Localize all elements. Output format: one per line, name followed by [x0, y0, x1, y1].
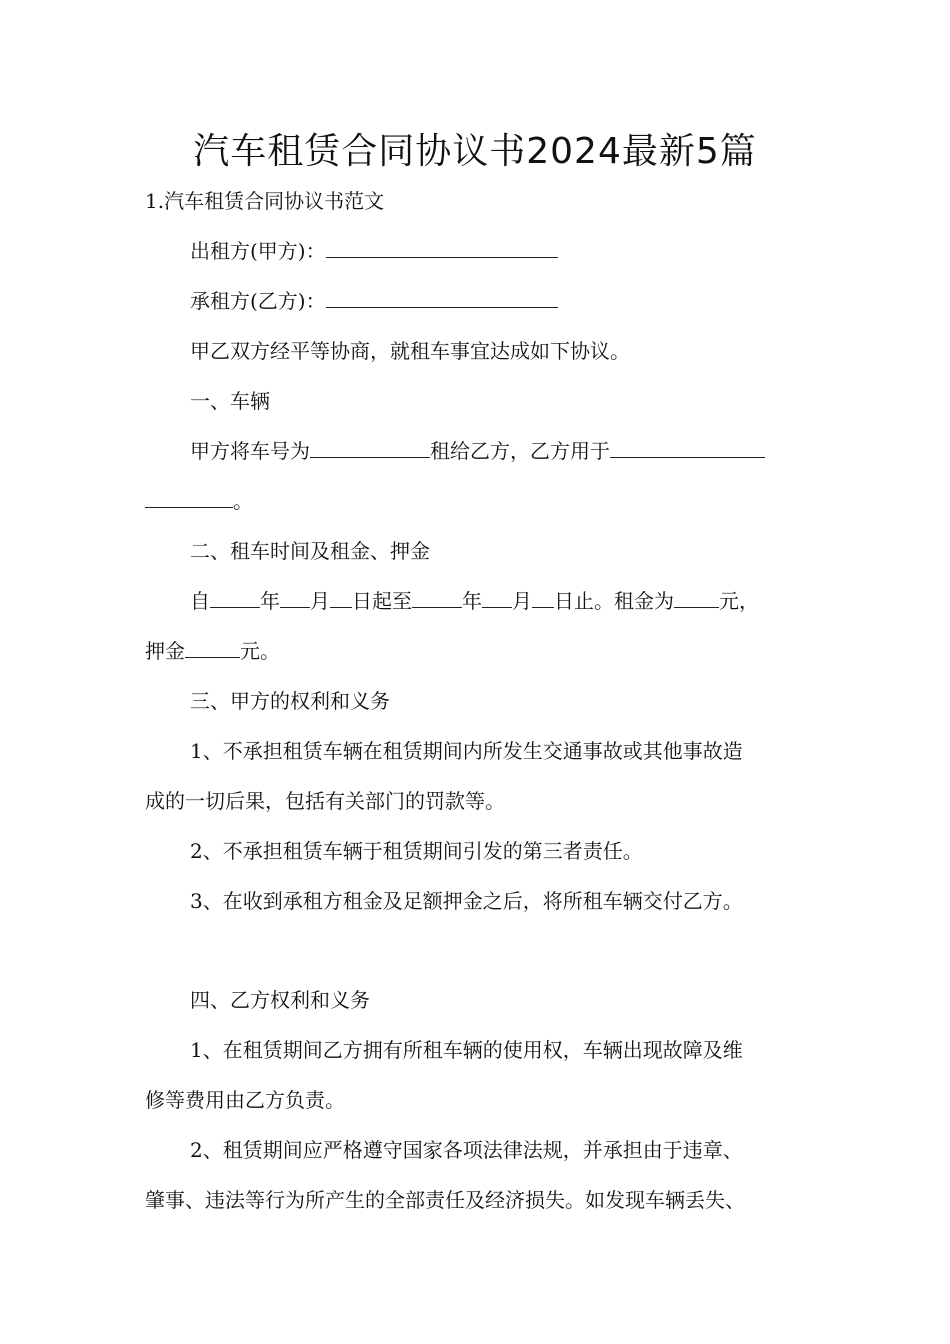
lessor-label: 出租方(甲方)：	[190, 239, 326, 263]
section-2-title: 二、租车时间及租金、押金	[190, 539, 430, 563]
usage-blank	[610, 439, 765, 458]
rent-amount-blank	[674, 589, 719, 608]
end-day-blank	[532, 589, 554, 608]
rental-period-line	[190, 586, 825, 616]
deposit-amount-blank	[185, 639, 240, 658]
vehicle-text-2: 租给乙方，乙方用于	[430, 439, 610, 463]
vehicle-line	[190, 436, 825, 466]
s4-item-1-line-2: 修等费用由乙方负责。	[145, 1088, 345, 1112]
start-year-label: 年	[260, 589, 280, 613]
time-from: 自	[190, 589, 210, 613]
deposit-yuan-label: 元。	[240, 639, 280, 663]
intro-paragraph: 甲乙双方经平等协商，就租车事宜达成如下协议。	[190, 339, 630, 363]
plate-number-blank	[310, 439, 430, 458]
s3-item-1-line-2: 成的一切后果，包括有关部门的罚款等。	[145, 789, 505, 813]
vehicle-end: 。	[233, 489, 253, 513]
end-year-label: 年	[462, 589, 482, 613]
section-3-title: 三、甲方的权利和义务	[190, 689, 390, 713]
usage-blank-continued	[145, 489, 233, 508]
day-from-label: 日起至	[352, 589, 412, 613]
s4-item-2-line-2: 肇事、违法等行为所产生的全部责任及经济损失。如发现车辆丢失、	[145, 1188, 745, 1212]
deposit-line	[145, 636, 825, 666]
s3-item-2: 2、不承担租赁车辆于租赁期间引发的第三者责任。	[190, 839, 643, 863]
start-year-blank	[210, 589, 260, 608]
day-to-label: 日止。租金为	[554, 589, 674, 613]
start-day-blank	[330, 589, 352, 608]
deposit-label: 押金	[145, 639, 185, 663]
document-title: 汽车租赁合同协议书2024最新5篇	[193, 131, 757, 172]
s3-item-1-line-1: 1、不承担租赁车辆在租赁期间内所发生交通事故或其他事故造	[190, 739, 743, 763]
section-4-title: 四、乙方权利和义务	[190, 988, 370, 1012]
end-month-blank	[482, 589, 512, 608]
end-year-blank	[412, 589, 462, 608]
s4-item-2-line-1: 2、租赁期间应严格遵守国家各项法律法规，并承担由于违章、	[190, 1138, 743, 1162]
start-month-blank	[280, 589, 310, 608]
lessee-blank	[326, 289, 558, 308]
start-month-label: 月	[310, 589, 330, 613]
end-month-label: 月	[512, 589, 532, 613]
rent-yuan-label: 元，	[719, 589, 759, 613]
lessee-label: 承租方(乙方)：	[190, 289, 326, 313]
heading-1: 1.汽车租赁合同协议书范文	[145, 189, 385, 213]
lessor-blank	[326, 239, 558, 258]
s3-item-3: 3、在收到承租方租金及足额押金之后，将所租车辆交付乙方。	[190, 889, 743, 913]
lessor-line	[190, 236, 825, 266]
vehicle-text-1: 甲方将车号为	[190, 439, 310, 463]
lessee-line	[190, 286, 825, 316]
section-1-title: 一、车辆	[190, 389, 270, 413]
vehicle-line-2	[145, 486, 825, 516]
s4-item-1-line-1: 1、在租赁期间乙方拥有所租车辆的使用权，车辆出现故障及维	[190, 1038, 743, 1062]
